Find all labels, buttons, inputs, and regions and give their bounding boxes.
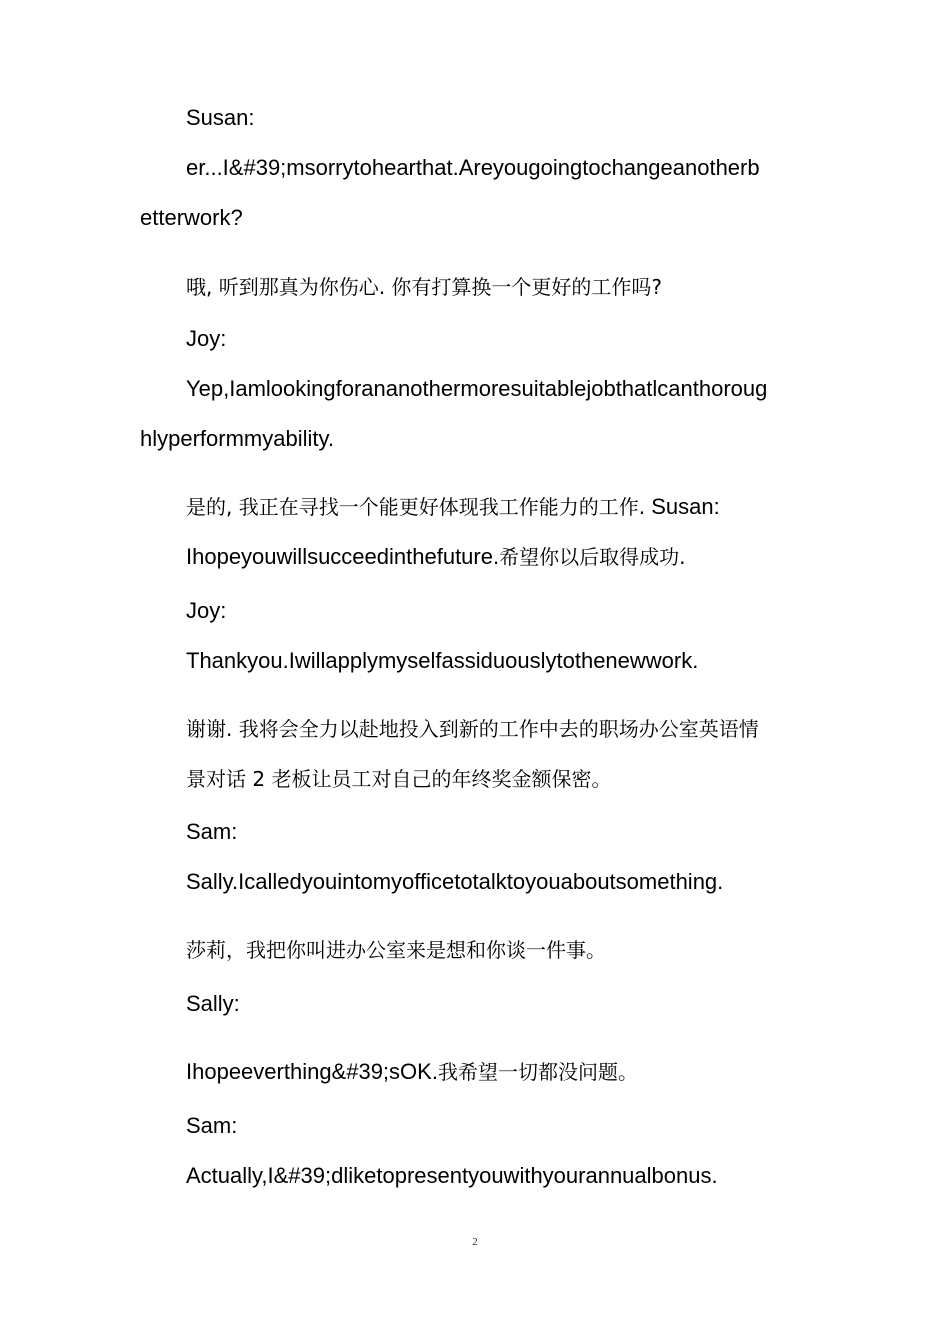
speaker-label: Susan: (645, 494, 720, 519)
dialogue-text: hlyperformmyability. (140, 426, 334, 451)
speaker-label: Susan: (186, 105, 255, 130)
dialogue-text: Ihopeyouwillsucceedinthefuture. (186, 544, 500, 569)
translation-text: 莎莉，我把你叫进办公室来是想和你谈一件事。 (186, 938, 606, 962)
translation-text: 是的, 我正在寻找一个能更好体现我工作能力的工作. (186, 495, 646, 519)
translation-text: 谢谢. 我将会全力以赴地投入到新的工作中去的职场办公室英语情 (186, 717, 759, 741)
dialogue-text: er...I&#39;msorrytohearthat.Areyougoingtochangeanotherb (186, 155, 760, 180)
speaker-label: Sam: (186, 1113, 238, 1138)
translation-text: 我希望一切都没问题。 (437, 1060, 638, 1084)
translation-text: 景对话 2 老板让员工对自己的年终奖金额保密。 (186, 767, 612, 791)
page-number: 2 (472, 1236, 478, 1248)
dialogue-text: Actually,I&#39;dliketopresentyouwithyourannualbonus. (186, 1163, 718, 1188)
dialogue-text: Thankyou.Iwillapplymyselfassiduouslytothenewwork. (186, 648, 699, 673)
translation-text: 哦, 听到那真为你伤心. 你有打算换一个更好的工作吗? (186, 275, 663, 299)
mixed-line (186, 494, 720, 520)
mixed-line (186, 544, 685, 570)
translation-text: 希望你以后取得成功. (499, 545, 686, 569)
speaker-label: Sally: (186, 991, 240, 1016)
dialogue-text: Yep,Iamlookingforananothermoresuitablejobthatlcanthoroug (186, 376, 768, 401)
speaker-label: Joy: (186, 326, 227, 351)
speaker-label: Sam: (186, 819, 238, 844)
mixed-line (186, 1059, 638, 1085)
dialogue-text: Sally.Icalledyouintomyofficetotalktoyouaboutsomething. (186, 869, 724, 894)
speaker-label: Joy: (186, 598, 227, 623)
dialogue-text: Ihopeeverthing&#39;sOK. (186, 1059, 438, 1084)
dialogue-text: etterwork? (140, 205, 243, 230)
